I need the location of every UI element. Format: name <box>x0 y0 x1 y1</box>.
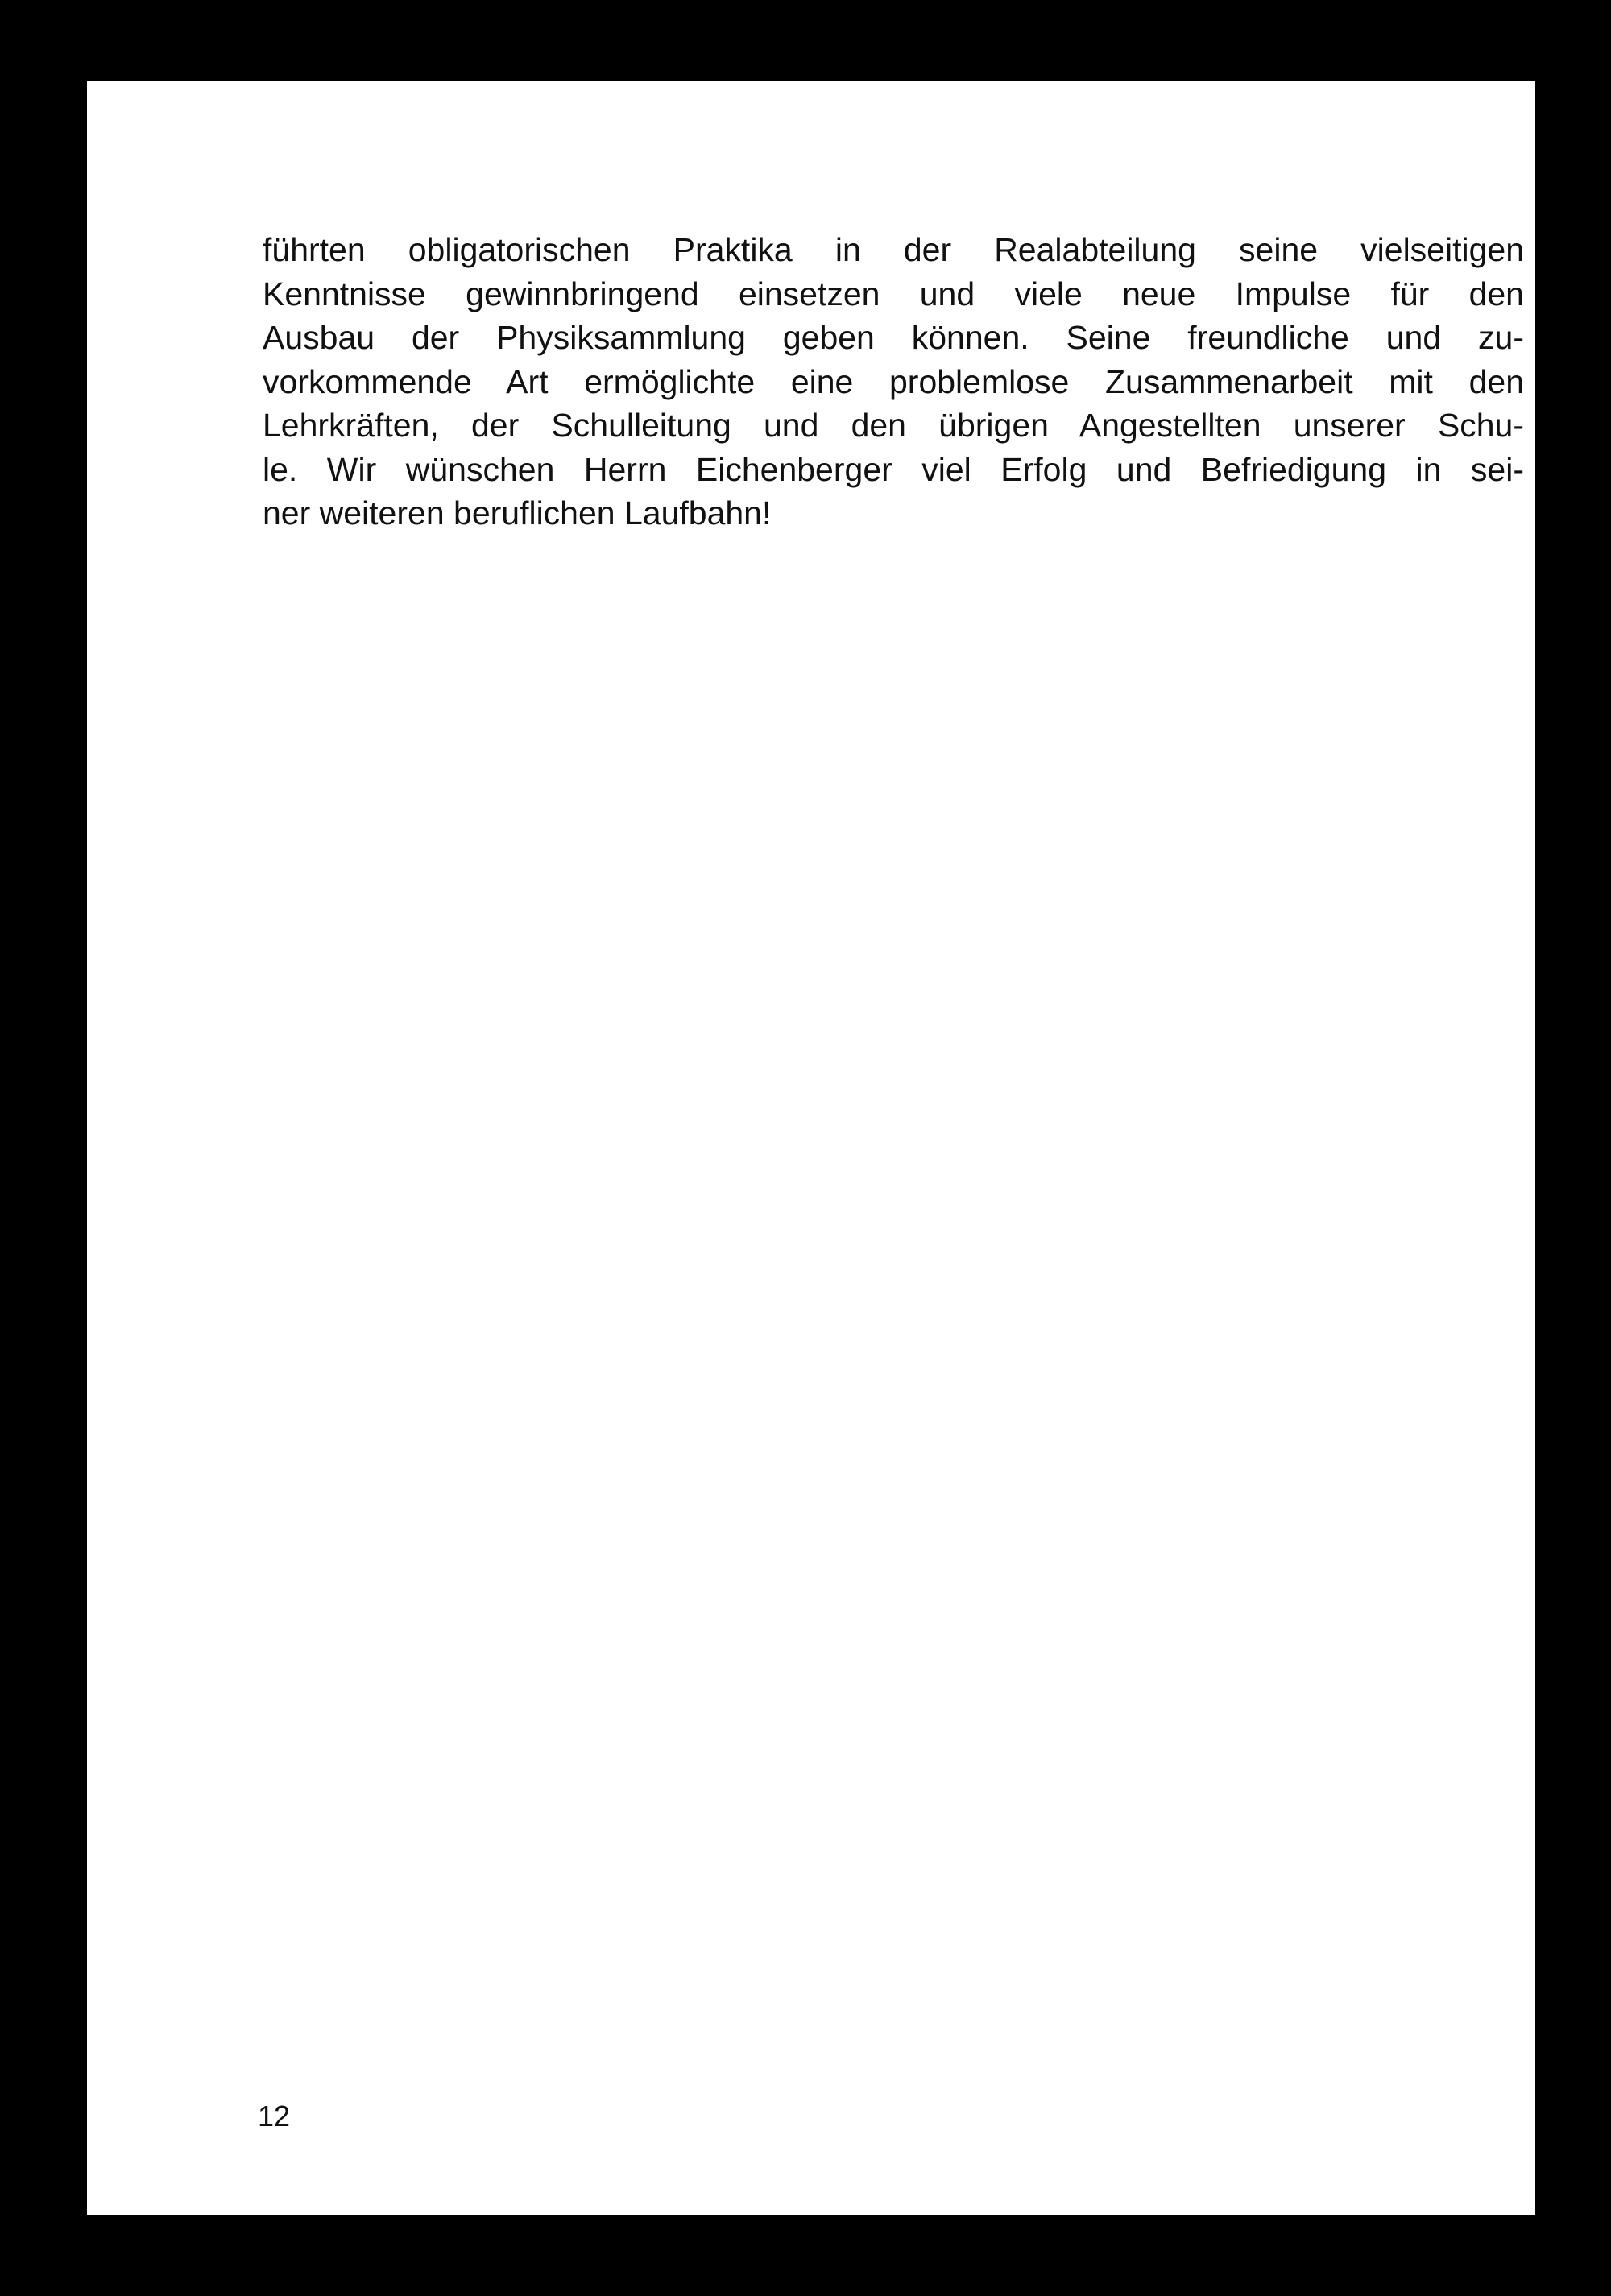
page-number: 12 <box>258 2099 291 2133</box>
paragraph-line: Lehrkräften, der Schulleitung und den übrigen Angestellten unserer Schu- <box>263 407 1524 444</box>
paragraph-line: Ausbau der Physiksammlung geben können. Seine freundliche und zu- <box>263 319 1524 356</box>
paragraph-line: ner weiteren beruflichen Laufbahn! <box>263 494 772 532</box>
body-paragraph <box>263 228 1524 536</box>
paragraph-line: Kenntnisse gewinnbringend einsetzen und viele neue Impulse für den <box>263 275 1524 312</box>
paragraph-line: vorkommende Art ermöglichte eine problemlose Zusammenarbeit mit den <box>263 362 1524 400</box>
document-page <box>87 81 1535 2215</box>
paragraph-line: le. Wir wünschen Herrn Eichenberger viel Erfolg und Befriedigung in sei- <box>263 450 1524 488</box>
paragraph-line: führten obligatorischen Praktika in der Realabteilung seine vielseitigen <box>263 231 1524 268</box>
